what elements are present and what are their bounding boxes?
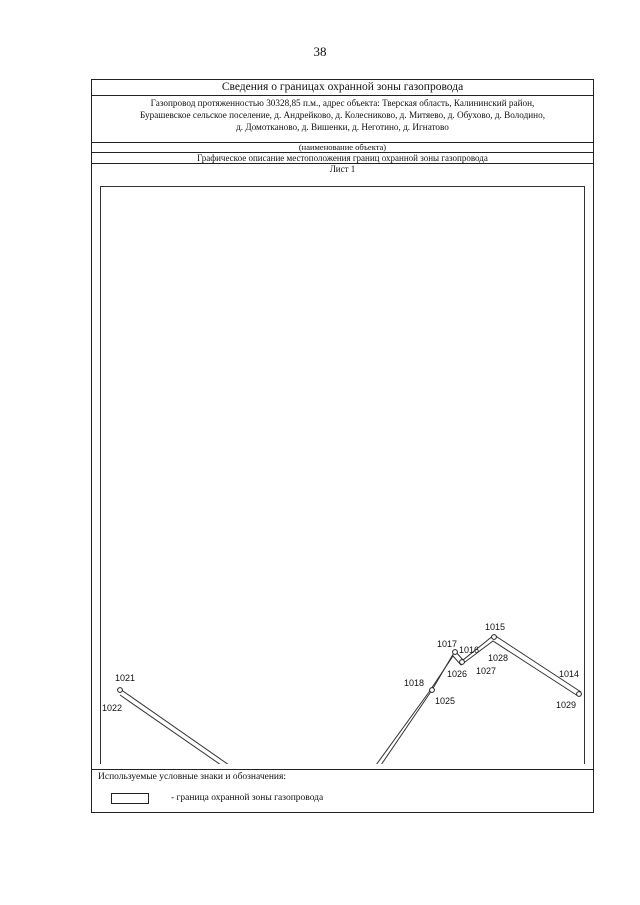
legend-item-text: - граница охранной зоны газопровода	[171, 793, 324, 803]
point-label-1029: 1029	[556, 700, 577, 710]
point-label-1014: 1014	[559, 669, 580, 679]
description-line: Бурашевское сельское поселение, д. Андрейково, д. Колесниково, д. Митяево, д. Обухово, д. Володино,	[140, 110, 545, 120]
point-label-1015: 1015	[485, 622, 506, 632]
point-label-1026: 1026	[447, 669, 468, 679]
legend-boundary-symbol	[111, 793, 149, 804]
sheet-label: Лист 1	[329, 164, 356, 174]
document-frame	[91, 79, 594, 813]
graphic-description-caption: Графическое описание местоположения границ охранной зоны газопровода	[92, 153, 593, 164]
boundary-line	[120, 689, 229, 764]
point-label-1021: 1021	[115, 673, 136, 683]
point-label-1017: 1017	[437, 639, 458, 649]
vertex-1021	[118, 688, 123, 693]
boundary-line	[120, 695, 221, 764]
boundary-line	[381, 635, 581, 764]
object-name-caption: (наименование объекта)	[92, 143, 593, 153]
document-title: Сведения о границах охранной зоны газопровода	[92, 80, 593, 96]
point-label-1027: 1027	[476, 666, 497, 676]
legend-divider	[92, 769, 593, 770]
description-line: д. Домотканово, д. Вишенки, д. Неготино, д. Игнатово	[236, 122, 449, 132]
point-label-1025: 1025	[435, 696, 456, 706]
vertex-markers	[118, 635, 582, 697]
vertex-1017	[453, 650, 458, 655]
boundary-map	[101, 187, 585, 764]
map-area	[100, 186, 585, 764]
point-label-1018: 1018	[404, 678, 425, 688]
legend-title: Используемые условные знаки и обозначения:	[98, 772, 287, 782]
vertex-1026	[460, 660, 465, 665]
point-label-1022: 1022	[102, 703, 123, 713]
point-label-1016: 1016	[459, 645, 480, 655]
object-description	[92, 95, 593, 143]
vertex-1015	[492, 635, 497, 640]
description-line: Газопровод протяженностью 30328,85 п.м., адрес объекта: Тверская область, Калининский район,	[150, 98, 535, 108]
vertex-1018	[430, 688, 435, 693]
vertex-1029	[577, 692, 582, 697]
page-number: 38	[313, 44, 327, 59]
boundary-zone-left	[120, 689, 229, 764]
boundary-line	[376, 641, 578, 764]
point-label-1028: 1028	[488, 653, 509, 663]
